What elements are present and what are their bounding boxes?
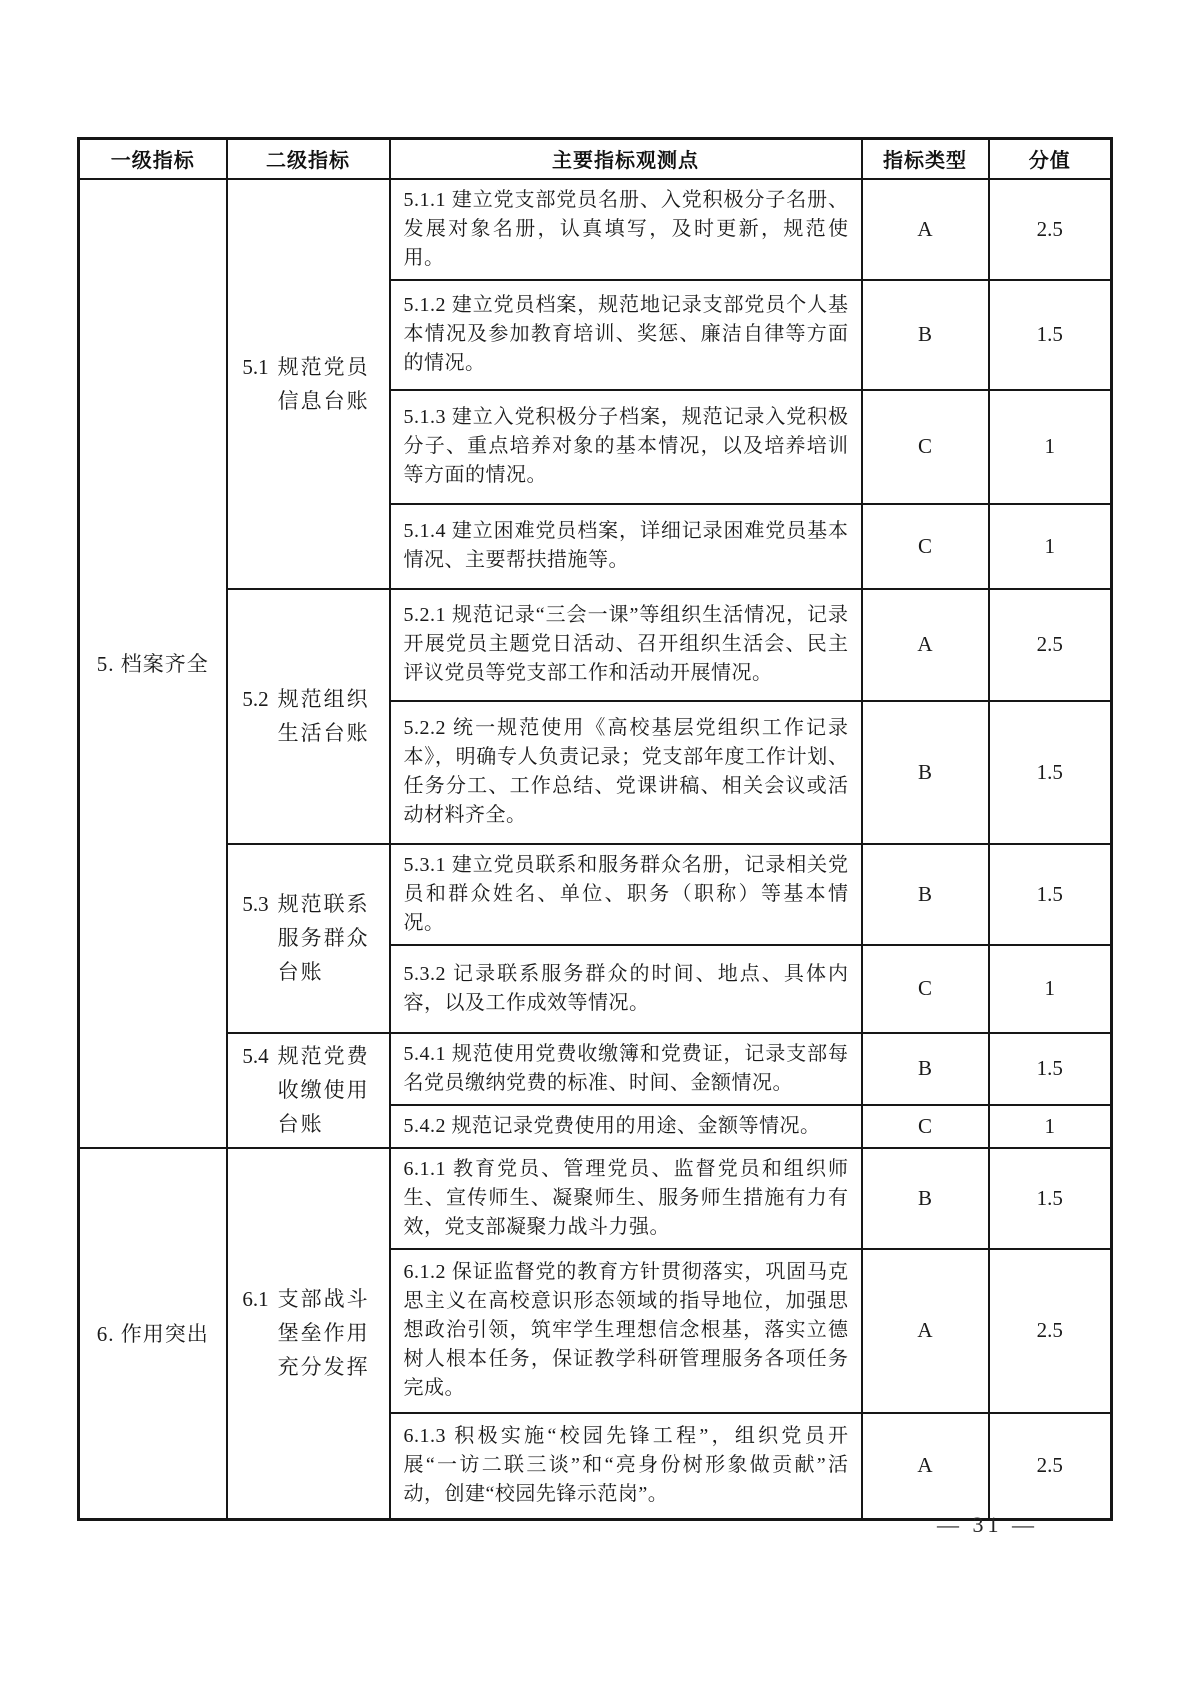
level2-label [234,350,383,418]
level2-number: 6.1 [242,1287,269,1312]
type-cell: B [862,280,989,390]
page-number: — 31 — [937,1512,1038,1537]
type-cell: B [862,1033,989,1105]
observation-cell: 5.2.2 统一规范使用《高校基层党组织工作记录本》，明确专人负责记录；党支部年度工作计划、任务分工、工作总结、党课讲稿、相关会议或活动材料齐全。 [390,701,862,844]
type-cell: A [862,1249,989,1413]
col-header-level2: 二级指标 [227,139,390,179]
level2-text: 规范党费收缴使用台账 [277,1044,370,1136]
type-cell: C [862,504,989,589]
level2-text: 规范组织生活台账 [277,687,370,745]
observation-cell: 5.1.2 建立党员档案，规范地记录支部党员个人基本情况及参加教育培训、奖惩、廉洁自律等方面的情况。 [390,280,862,390]
observation-cell: 5.2.1 规范记录“三会一课”等组织生活情况，记录开展党员主题党日活动、召开组织生活会、民主评议党员等党支部工作和活动开展情况。 [390,589,862,701]
score-cell: 1 [989,1105,1112,1148]
header-row [79,139,1112,179]
table-row [79,1148,1112,1249]
observation-cell: 5.1.3 建立入党积极分子档案，规范记录入党积极分子、重点培养对象的基本情况，以及培养培训等方面的情况。 [390,390,862,504]
table-row [79,589,1112,701]
type-cell: C [862,390,989,504]
level2-cell [227,844,390,1033]
level2-number: 5.1 [242,354,269,379]
score-cell: 2.5 [989,1413,1112,1520]
level2-text: 规范联系服务群众台账 [277,892,370,984]
score-cell: 1.5 [989,1033,1112,1105]
type-cell: C [862,945,989,1033]
col-header-observation: 主要指标观测点 [390,139,862,179]
score-cell: 1.5 [989,1148,1112,1249]
level2-text: 支部战斗堡垒作用充分发挥 [277,1287,370,1380]
observation-cell: 5.4.1 规范使用党费收缴簿和党费证，记录支部每名党员缴纳党费的标准、时间、金额情况。 [390,1033,862,1105]
level2-cell [227,589,390,844]
col-header-level1: 一级指标 [79,139,227,179]
level2-cell [227,1148,390,1520]
type-cell: C [862,1105,989,1148]
observation-cell: 5.1.4 建立困难党员档案，详细记录困难党员基本情况、主要帮扶措施等。 [390,504,862,589]
level2-text: 规范党员信息台账 [277,354,370,413]
level2-label [234,682,383,750]
level2-cell [227,1033,390,1148]
level2-label [234,1282,383,1384]
score-cell: 1.5 [989,280,1112,390]
score-cell: 1 [989,504,1112,589]
observation-cell: 6.1.2 保证监督党的教育方针贯彻落实，巩固马克思主义在高校意识形态领域的指导地位，加强思想政治引领，筑牢学生理想信念根基，落实立德树人根本任务，保证教学科研管理服务各项任务完成。 [390,1249,862,1413]
score-cell: 1 [989,945,1112,1033]
score-cell: 2.5 [989,589,1112,701]
type-cell: A [862,589,989,701]
level2-label [234,1039,383,1141]
indicator-table [77,137,1113,1521]
observation-cell: 6.1.3 积极实施“校园先锋工程”，组织党员开展“一访二联三谈”和“亮身份树形象做贡献”活动，创建“校园先锋示范岗”。 [390,1413,862,1520]
observation-cell: 5.3.1 建立党员联系和服务群众名册，记录相关党员和群众姓名、单位、职务（职称）等基本情况。 [390,844,862,945]
level2-label [234,887,383,989]
table-row [79,844,1112,945]
observation-cell: 5.1.1 建立党支部党员名册、入党积极分子名册、发展对象名册，认真填写，及时更新，规范使用。 [390,179,862,280]
col-header-score: 分值 [989,139,1112,179]
level1-cell: 5. 档案齐全 [79,179,227,1148]
score-cell: 1 [989,390,1112,504]
observation-cell: 6.1.1 教育党员、管理党员、监督党员和组织师生、宣传师生、凝聚师生、服务师生措施有力有效，党支部凝聚力战斗力强。 [390,1148,862,1249]
score-cell: 2.5 [989,1249,1112,1413]
score-cell: 1.5 [989,844,1112,945]
type-cell: A [862,1413,989,1520]
type-cell: B [862,701,989,844]
type-cell: B [862,1148,989,1249]
level2-number: 5.2 [242,687,269,711]
col-header-type: 指标类型 [862,139,989,179]
table-row [79,1033,1112,1105]
level2-number: 5.3 [242,892,269,916]
table-row [79,179,1112,280]
observation-cell: 5.3.2 记录联系服务群众的时间、地点、具体内容，以及工作成效等情况。 [390,945,862,1033]
type-cell: A [862,179,989,280]
level1-cell: 6. 作用突出 [79,1148,227,1520]
observation-cell: 5.4.2 规范记录党费使用的用途、金额等情况。 [390,1105,862,1148]
score-cell: 2.5 [989,179,1112,280]
level2-cell [227,179,390,589]
score-cell: 1.5 [989,701,1112,844]
type-cell: B [862,844,989,945]
level2-number: 5.4 [242,1044,269,1068]
